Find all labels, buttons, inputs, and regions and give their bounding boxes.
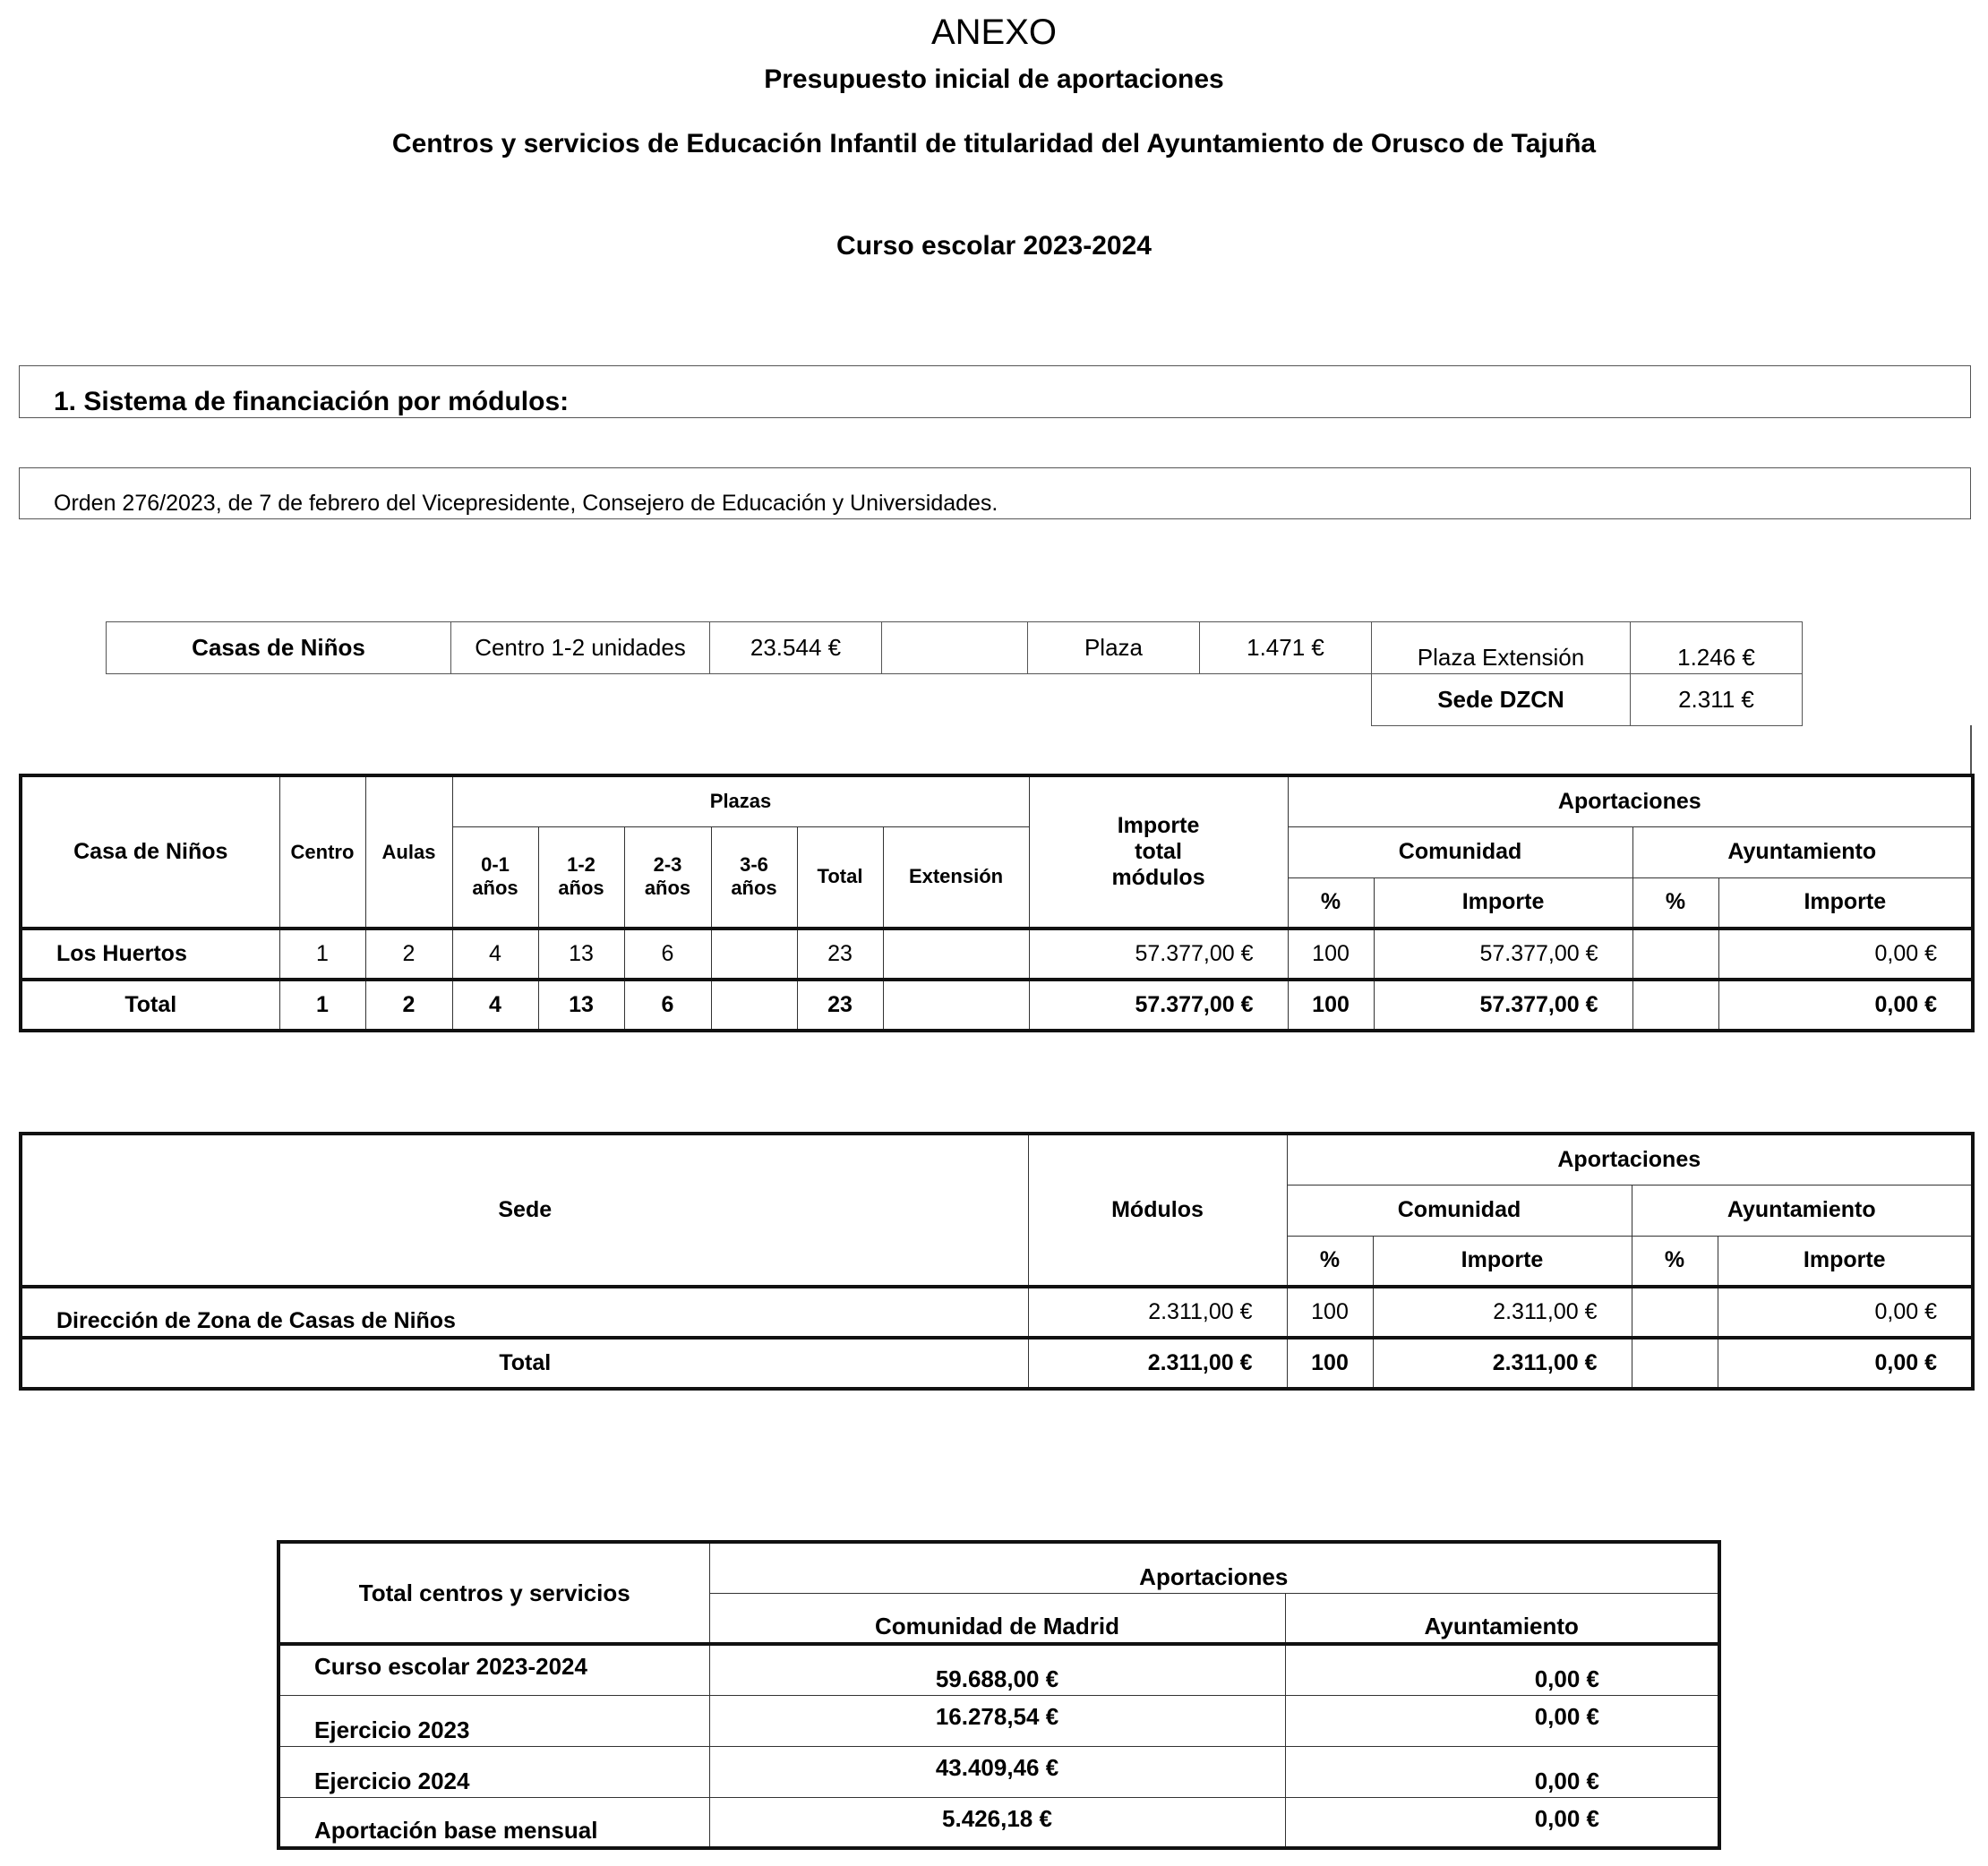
row-label: Curso escolar 2023-2024 [278, 1644, 709, 1695]
row-ayuntamiento: 0,00 € [1285, 1746, 1719, 1797]
col-3-6-header [711, 826, 797, 929]
col-casa-header: Casa de Niños [21, 775, 279, 929]
table-row [278, 1695, 1719, 1746]
col-com-pct-header: % [1288, 877, 1374, 929]
rate-empty-cell [882, 622, 1028, 674]
row-p36 [711, 929, 797, 980]
rate-plaza-value: 1.471 € [1200, 622, 1372, 674]
p12-line2: años [558, 877, 604, 900]
row-com-importe: 57.377,00 € [1374, 929, 1632, 980]
total-p12: 13 [538, 980, 624, 1031]
row-comunidad: 5.426,18 € [709, 1797, 1285, 1848]
sede-total-modulos: 2.311,00 € [1028, 1338, 1287, 1389]
col-aportaciones-header: Aportaciones [1287, 1134, 1973, 1185]
total-aulas: 2 [365, 980, 452, 1031]
rate-sede-label: Sede DZCN [1372, 674, 1631, 726]
table-row [21, 1287, 1973, 1338]
table-row [278, 1746, 1719, 1797]
row-p01: 4 [452, 929, 538, 980]
casas-ninos-table [19, 774, 1975, 1032]
total-total: 23 [797, 980, 883, 1031]
col-centro-header: Centro [279, 775, 365, 929]
p36-line1: 3-6 [740, 853, 768, 877]
row-centro: 1 [279, 929, 365, 980]
col-1-2-header [538, 826, 624, 929]
p23-line2: años [644, 877, 691, 900]
col-total-header: Total [797, 826, 883, 929]
sede-total-ay-importe: 0,00 € [1718, 1338, 1973, 1389]
col-ayuntamiento-header: Ayuntamiento [1285, 1593, 1719, 1644]
rate-centro-label: Centro 1-2 unidades [451, 622, 710, 674]
row-label: Ejercicio 2023 [278, 1695, 709, 1746]
col-ayuntamiento-header: Ayuntamiento [1632, 826, 1973, 877]
sede-row-ay-pct [1632, 1287, 1718, 1338]
col-com-pct-header: % [1287, 1236, 1373, 1287]
school-year-heading: Curso escolar 2023-2024 [836, 231, 1152, 261]
sede-total-ay-pct [1632, 1338, 1718, 1389]
row-importe: 57.377,00 € [1029, 929, 1288, 980]
p01-line2: años [472, 877, 518, 900]
total-p23: 6 [624, 980, 711, 1031]
row-label: Aportación base mensual [278, 1797, 709, 1848]
col-aportaciones-header: Aportaciones [709, 1542, 1719, 1593]
module-rates-table [106, 621, 1803, 726]
sede-table [19, 1132, 1975, 1391]
total-ay-pct [1632, 980, 1718, 1031]
table-row [278, 1797, 1719, 1848]
col-aportaciones-header: Aportaciones [1288, 775, 1973, 826]
row-comunidad: 16.278,54 € [709, 1695, 1285, 1746]
row-ayuntamiento: 0,00 € [1285, 1695, 1719, 1746]
importe-header-line2: total [1135, 839, 1182, 864]
total-com-importe: 57.377,00 € [1374, 980, 1632, 1031]
row-name: Los Huertos [21, 929, 279, 980]
row-ayuntamiento: 0,00 € [1285, 1797, 1719, 1848]
rates-connector-line [1970, 725, 1972, 775]
col-ay-importe-header: Importe [1718, 877, 1973, 929]
row-ay-pct [1632, 929, 1718, 980]
sede-total-com-pct: 100 [1287, 1338, 1373, 1389]
total-ay-importe: 0,00 € [1718, 980, 1973, 1031]
importe-header-line3: módulos [1111, 865, 1205, 890]
rate-sede-value: 2.311 € [1631, 674, 1803, 726]
sede-row-modulos: 2.311,00 € [1028, 1287, 1287, 1338]
row-comunidad: 43.409,46 € [709, 1746, 1285, 1797]
total-com-pct: 100 [1288, 980, 1374, 1031]
sede-total-com-importe: 2.311,00 € [1373, 1338, 1632, 1389]
row-total: 23 [797, 929, 883, 980]
col-modulos-header: Módulos [1028, 1134, 1287, 1287]
centers-heading: Centros y servicios de Educación Infantil de titularidad del Ayuntamiento de Orusco de Tajuña [391, 129, 1597, 158]
row-ayuntamiento: 0,00 € [1285, 1644, 1719, 1695]
col-comunidad-madrid-header: Comunidad de Madrid [709, 1593, 1285, 1644]
total-p36 [711, 980, 797, 1031]
col-ayuntamiento-header: Ayuntamiento [1632, 1185, 1973, 1236]
p01-line1: 0-1 [481, 853, 510, 877]
col-comunidad-header: Comunidad [1288, 826, 1632, 877]
total-centro: 1 [279, 980, 365, 1031]
total-importe: 57.377,00 € [1029, 980, 1288, 1031]
annex-title: ANEXO [930, 13, 1058, 52]
row-aulas: 2 [365, 929, 452, 980]
importe-header-line1: Importe [1117, 813, 1200, 838]
row-comunidad: 59.688,00 € [709, 1644, 1285, 1695]
total-row [21, 980, 1973, 1031]
order-reference-box [19, 467, 1971, 519]
p12-line1: 1-2 [567, 853, 596, 877]
total-p01: 4 [452, 980, 538, 1031]
sede-row-ay-importe: 0,00 € [1718, 1287, 1973, 1338]
row-extension [883, 929, 1029, 980]
table-row [21, 929, 1973, 980]
col-importe-header [1029, 775, 1288, 929]
col-2-3-header [624, 826, 711, 929]
col-aulas-header: Aulas [365, 775, 452, 929]
col-com-importe-header: Importe [1373, 1236, 1632, 1287]
col-comunidad-header: Comunidad [1287, 1185, 1632, 1236]
sede-row-name: Dirección de Zona de Casas de Niños [21, 1287, 1028, 1338]
col-total-centros-header: Total centros y servicios [278, 1542, 709, 1644]
total-row [21, 1338, 1973, 1389]
col-extension-header: Extensión [883, 826, 1029, 929]
col-0-1-header [452, 826, 538, 929]
col-plazas-header: Plazas [452, 775, 1029, 826]
col-ay-pct-header: % [1632, 1236, 1718, 1287]
p36-line2: años [731, 877, 777, 900]
rate-centro-value: 23.544 € [710, 622, 882, 674]
rate-extension-value: 1.246 € [1631, 622, 1803, 674]
row-p12: 13 [538, 929, 624, 980]
sede-row-com-importe: 2.311,00 € [1373, 1287, 1632, 1338]
rate-extension-label: Plaza Extensión [1372, 622, 1631, 674]
table-row [278, 1644, 1719, 1695]
total-centros-table [277, 1540, 1721, 1850]
col-com-importe-header: Importe [1374, 877, 1632, 929]
row-ay-importe: 0,00 € [1718, 929, 1973, 980]
col-ay-pct-header: % [1632, 877, 1718, 929]
col-sede-header: Sede [21, 1134, 1028, 1287]
sede-row-com-pct: 100 [1287, 1287, 1373, 1338]
order-reference: Orden 276/2023, de 7 de febrero del Vicepresidente, Consejero de Educación y Universidades. [54, 491, 998, 516]
sede-total-name: Total [21, 1338, 1028, 1389]
rate-plaza-label: Plaza [1028, 622, 1200, 674]
p23-line1: 2-3 [653, 853, 682, 877]
row-label: Ejercicio 2024 [278, 1746, 709, 1797]
section-title: 1. Sistema de financiación por módulos: [54, 387, 570, 416]
col-ay-importe-header: Importe [1718, 1236, 1973, 1287]
row-p23: 6 [624, 929, 711, 980]
total-name: Total [21, 980, 279, 1031]
total-extension [883, 980, 1029, 1031]
rate-casas-label: Casas de Niños [107, 622, 451, 674]
row-com-pct: 100 [1288, 929, 1374, 980]
section-title-box [19, 365, 1971, 418]
document-subtitle: Presupuesto inicial de aportaciones [764, 64, 1224, 94]
